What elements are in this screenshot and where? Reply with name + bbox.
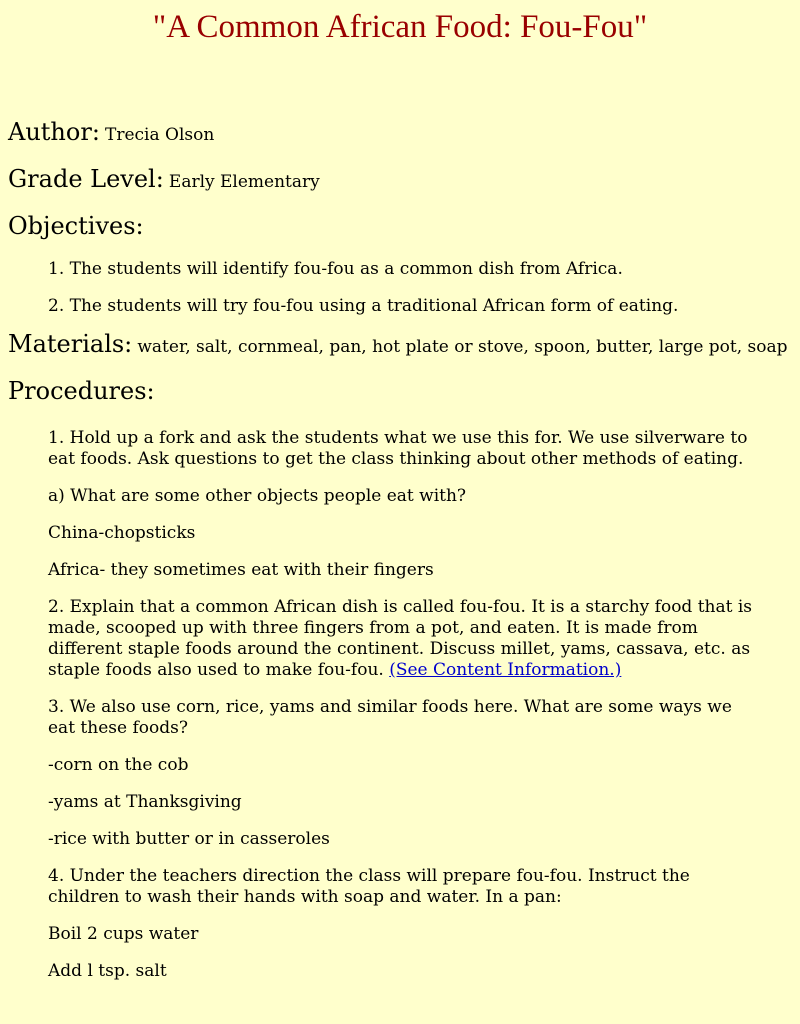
procedure-step-1a: a) What are some other objects people eat with? — [48, 486, 467, 506]
example-africa: Africa- they sometimes eat with their fingers — [48, 560, 434, 580]
materials-row — [8, 330, 792, 359]
page-title: "A Common African Food: Fou-Fou" — [152, 9, 648, 45]
objectives-list — [48, 259, 756, 317]
author-row — [8, 118, 792, 149]
procedures-heading-row — [8, 377, 792, 408]
title-spacer — [8, 46, 792, 116]
example-rice: -rice with butter or in casseroles — [48, 829, 330, 849]
objectives-label: Objectives: — [8, 212, 144, 240]
example-china: China-chopsticks — [48, 523, 196, 543]
author-value: Trecia Olson — [105, 125, 215, 145]
grade-level-label: Grade Level: — [8, 165, 164, 193]
procedures-label: Procedures: — [8, 377, 155, 405]
procedure-step-4: 4. Under the teachers direction the class will prepare fou-fou. Instruct the children to wash their hands with soap and water. In a pan: — [48, 866, 690, 907]
procedure-step-2 — [48, 597, 756, 681]
content-information-link[interactable]: (See Content Information.) — [389, 660, 622, 680]
objectives-heading-row — [8, 212, 792, 243]
recipe-salt: Add l tsp. salt — [48, 961, 167, 981]
procedures-list — [48, 428, 756, 982]
procedure-step-3: 3. We also use corn, rice, yams and similar foods here. What are some ways we eat these foods? — [48, 697, 732, 738]
author-label: Author: — [8, 118, 100, 146]
procedure-step-2-text: 2. Explain that a common African dish is called fou-fou. It is a starchy food that is made, scooped up with three fingers from a pot, and eaten. It is made from different staple foods around the continent. Discuss millet, yams, cassava, etc. as staple foods also used to make fou-fou. — [48, 597, 753, 680]
lesson-page — [0, 8, 800, 982]
materials-label: Materials: — [8, 330, 133, 358]
objective-item: 2. The students will try fou-fou using a traditional African form of eating. — [48, 296, 679, 316]
grade-level-row — [8, 165, 792, 196]
example-corn: -corn on the cob — [48, 755, 189, 775]
example-yams: -yams at Thanksgiving — [48, 792, 242, 812]
procedure-step-1: 1. Hold up a fork and ask the students what we use this for. We use silverware to eat foods. Ask questions to get the class thinking about other methods of eating. — [48, 428, 748, 469]
grade-level-value: Early Elementary — [168, 172, 320, 192]
objective-item: 1. The students will identify fou-fou as a common dish from Africa. — [48, 259, 623, 279]
materials-value: water, salt, cornmeal, pan, hot plate or stove, spoon, butter, large pot, soap — [137, 337, 788, 357]
recipe-boil: Boil 2 cups water — [48, 924, 199, 944]
